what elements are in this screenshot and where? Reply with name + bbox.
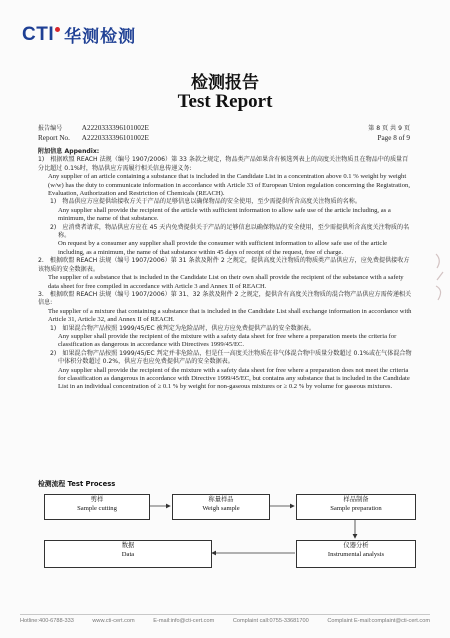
appendix-item2-en: The supplier of a substance that is included in the Candidate List on their own shall provide the recipient of the substance with a safety data sheet for free compiled in accordance with Article 3 and Annex II of REACH. <box>48 274 404 290</box>
step5-cn: 数据 <box>121 542 135 549</box>
step4-cn: 仪器分析 <box>343 542 369 549</box>
page-number-cn: 第 8 页 共 9 页 <box>368 125 410 132</box>
step2-en: Weigh sample <box>202 505 240 512</box>
appendix-item3-sub1-en: Any supplier shall provide the recipient of the mixture with a safety data sheet for free where a preparation meets the criteria for classification as dangerous in accordance with Directives 1999/45/EC. <box>58 332 397 349</box>
step2-cn: 称量样品 <box>208 496 234 503</box>
appendix-item1-en: Any supplier of an article containing a substance that is included in the Candidate List in a concentration above 0.1 % weight by weight (w/w) has the duty to communicate information in accordance with Article 33 of European Union regulation concerning the Registration, Evaluation, Authorization and Restriction of Chemicals (REACH). <box>48 173 410 198</box>
page-number-en: Page 8 of 9 <box>377 133 410 142</box>
side-stamp-mark <box>434 250 446 310</box>
footer-website[interactable]: www.cti-cert.com <box>92 618 135 624</box>
report-no-value: A2220333396101002E <box>81 124 149 132</box>
appendix-item3-sub2-en: Any supplier shall provide the recipient of the mixture with a safety data sheet for free where a preparation does not meet the criteria for classification as dangerous in accordance with Directive 1999/45/EC, but contains any substance that is included in the Candidate List in an individual concentration of ≥ 0.1 % by weight for non-gaseous mixtures or ≥ 0.2 % by volume for gaseous mixtures. <box>58 366 410 391</box>
appendix-item1-sub1-en: Any supplier shall provide the recipient of the article with sufficient information to allow safe use of the article including, as a minimum, the name of that substance. <box>58 206 391 223</box>
appendix-item1-sub2-en: On request by a consumer any supplier shall provide the consumer with sufficient information to allow safe use of the article including, as a minimum, the name of that substance within 45 days of receipt of the request, free of charge. <box>58 240 388 256</box>
appendix-item1-sub2-cn: 2) 应消费者请求，物品供应方应在 45 天内免费提供关于产品的足够信息以确保物品的安全使用，至少需提供所含高度关注物质的名称。 <box>50 223 410 240</box>
report-title-cn: 检测报告 <box>191 73 259 93</box>
appendix-item2-cn: 2. 根据欧盟 REACH 法规（编号 1907/2006）第 31 条款及附件 2 之规定，提供高度关注物质的物质类产品供应方，应免费提供接收方该物质的安全数据表。 <box>38 257 410 273</box>
footer-complaint-call: Complaint call:0755-33681700 <box>232 618 309 624</box>
footer-email[interactable]: E-mail:info@cti-cert.com <box>153 618 215 624</box>
logo-brand: CTI <box>22 23 55 45</box>
page-footer <box>20 618 430 624</box>
appendix-heading: 附加信息 Appendix: <box>38 148 100 155</box>
side-stamp-graphic <box>434 250 446 310</box>
appendix-item3-en: The supplier of a mixture that containing a substance that is included in the Candidate List shall exchange information in accordance with Article 31, Article 32, and Annex II of REACH. <box>48 307 412 324</box>
step5-en: Data <box>121 551 135 558</box>
report-no-cn-label: 报告编号 <box>38 125 63 132</box>
step4-en: Instrumental analysis <box>327 551 385 558</box>
footer-complaint-email[interactable]: Complaint E-mail:complaint@cti-cert.com <box>327 618 430 624</box>
step1-en: Sample cutting <box>77 505 117 512</box>
appendix-item3-cn: 3. 根据欧盟 REACH 法规（编号 1907/2006）第 31、32 条款及附件 2 之规定，提供含有高度关注物质的混合物产品供应方需传递相关信息: <box>38 290 412 307</box>
report-no-value-en: A2220333396101002E <box>81 133 149 142</box>
footer-divider <box>20 614 430 615</box>
step1-cn: 剪样 <box>90 496 104 503</box>
step3-cn: 样品制备 <box>343 496 369 503</box>
appendix-item1-sub1-cn: 1) 物品供应方应提供给接收方关于产品的足够信息以确保物品的安全使用，至少需提供所含高度关注物质的名称。 <box>50 198 361 206</box>
report-no-en-label: Report No. <box>38 133 70 142</box>
step3-en: Sample preparation <box>330 505 382 512</box>
report-title-en: Test Report <box>177 91 273 112</box>
test-process-heading: 检测流程 Test Process <box>38 480 116 488</box>
appendix-item3-sub2-cn: 2) 如果混合物产品按照 1999/45/EC 判定并非危险品，但是任一高度关注物质在非气体混合物中质量分数超过 0.1%或在气体混合物中体积分数超过 0.2%，供应方也应免费提供产品的安全数据表。 <box>50 349 412 366</box>
footer-hotline: Hotline:400-6788-333 <box>20 618 74 624</box>
logo-chinese: 华测检测 <box>64 27 137 47</box>
appendix-item3-sub1-cn: 1) 如果混合物产品按照 1999/45/EC 被判定为危险品时，供应方应免费提供产品的安全数据表。 <box>50 324 315 332</box>
appendix-item1-cn: 1) 根据欧盟 REACH 法规（编号 1907/2006）第 33 条款之规定，物品类产品如果含有候选列表上的高度关注物质且在物品中的质量百分比超过 0.1%时，物品供应方需履行相关信息传递义务: <box>38 156 409 172</box>
